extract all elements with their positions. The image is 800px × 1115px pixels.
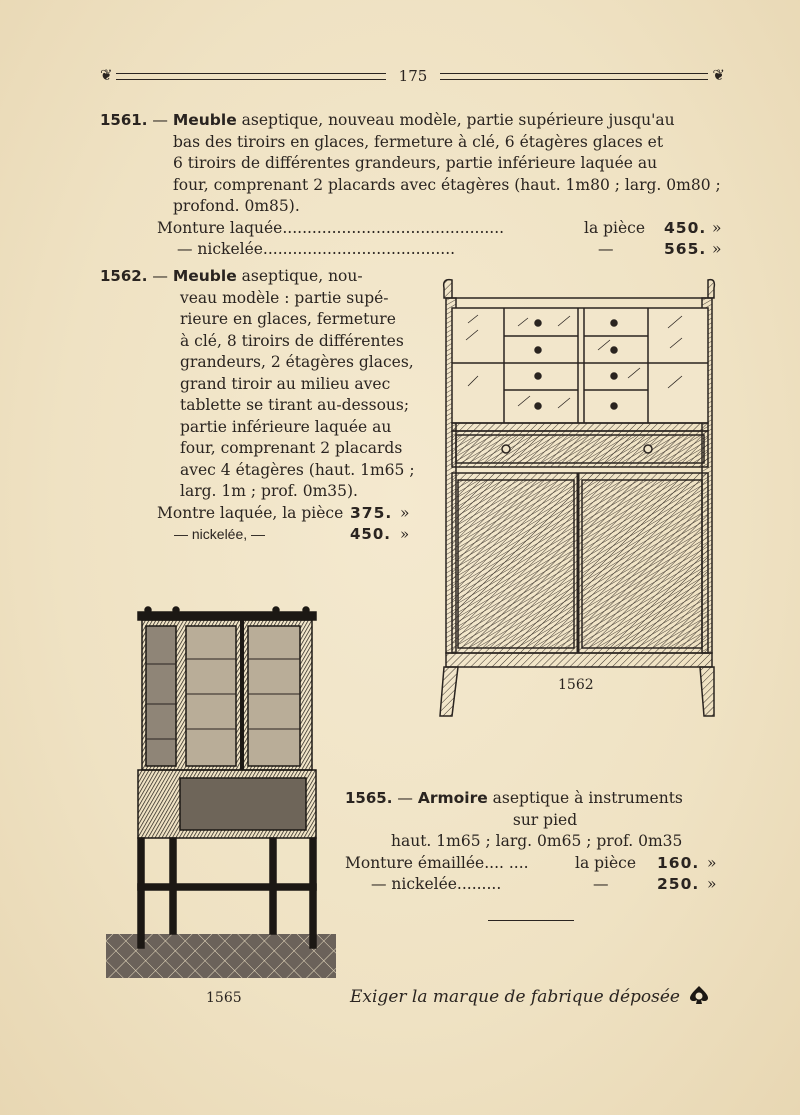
entry-dash: — bbox=[152, 111, 168, 129]
price-suffix: » bbox=[707, 875, 717, 893]
entry-1561 bbox=[100, 110, 725, 261]
entry-text: aseptique, nou- bbox=[236, 267, 363, 285]
price-suffix: » bbox=[400, 525, 410, 543]
entry-keyword: Meuble bbox=[172, 267, 237, 285]
cabinet-1565-illustration bbox=[106, 604, 336, 982]
price-label: Monture laquée bbox=[157, 218, 283, 237]
price-value: 450. bbox=[664, 218, 707, 237]
entry-dash: — bbox=[152, 267, 168, 285]
price-label: — nickelée, — bbox=[174, 526, 266, 542]
entry-text: grand tiroir au milieu avec bbox=[180, 374, 391, 393]
leader-dots: ............................................. bbox=[282, 218, 505, 237]
header-rule-right bbox=[440, 73, 708, 80]
caption-1562: 1562 bbox=[558, 677, 594, 693]
price-value: 250. bbox=[657, 875, 700, 893]
price-suffix: » bbox=[712, 240, 722, 258]
price-label: — nickelée......... bbox=[371, 875, 502, 893]
entry-text: grandeurs, 2 étagères glaces, bbox=[180, 353, 414, 371]
entry-number: 1562. bbox=[100, 267, 148, 285]
price-label: Monture émaillée.... .... bbox=[345, 853, 529, 872]
page-number: 175 bbox=[398, 67, 428, 85]
entry-text: à clé, 8 tiroirs de différentes bbox=[180, 331, 404, 350]
entry-text: profond. 0m85). bbox=[173, 197, 300, 215]
entry-keyword: Meuble bbox=[172, 111, 237, 129]
caption-1565: 1565 bbox=[206, 990, 242, 1006]
entry-text: aseptique, nouveau modèle, partie supérieure jusqu'au bbox=[236, 111, 675, 129]
price-suffix: » bbox=[400, 503, 410, 522]
price-unit: — bbox=[593, 875, 609, 893]
price-row bbox=[100, 239, 725, 261]
price-label: Montre laquée, la pièce bbox=[157, 503, 344, 522]
entry-text: tablette se tirant au-dessous; bbox=[180, 396, 410, 414]
price-unit: la pièce bbox=[575, 853, 637, 872]
entry-text: avec 4 étagères (haut. 1m65 ; bbox=[180, 460, 415, 479]
entry-text: aseptique à instruments bbox=[487, 789, 683, 807]
entry-text: bas des tiroirs en glaces, fermeture à clé, 6 étagères glaces et bbox=[173, 132, 664, 151]
header-rule-left bbox=[116, 73, 386, 80]
footer-note bbox=[350, 985, 709, 1007]
price-value: 565. bbox=[664, 240, 707, 258]
cabinet-1562-illustration bbox=[438, 268, 718, 718]
entry-text: haut. 1m65 ; larg. 0m65 ; prof. 0m35 bbox=[391, 832, 683, 850]
page-header bbox=[100, 66, 725, 90]
entry-number: 1565. bbox=[345, 789, 393, 807]
footer-text: Exiger la marque de fabrique déposée bbox=[350, 987, 680, 1007]
entry-number: 1561. bbox=[100, 111, 148, 129]
entry-text: 6 tiroirs de différentes grandeurs, partie inférieure laquée au bbox=[173, 154, 658, 172]
price-row bbox=[345, 853, 725, 875]
ornament-left-icon: ❦ bbox=[100, 66, 113, 84]
entry-text: sur pied bbox=[512, 810, 578, 829]
entry-text: larg. 1m ; prof. 0m35). bbox=[180, 482, 358, 500]
entry-text: four, comprenant 2 placards bbox=[180, 439, 403, 457]
entry-text: four, comprenant 2 placards avec étagères (haut. 1m80 ; larg. 0m80 ; bbox=[173, 175, 721, 194]
price-unit: la pièce bbox=[584, 218, 646, 237]
section-divider bbox=[488, 920, 574, 921]
price-value: 160. bbox=[657, 853, 700, 872]
entry-1562 bbox=[100, 266, 430, 546]
entry-1565 bbox=[345, 788, 725, 896]
price-row bbox=[100, 218, 725, 240]
ornament-right-icon: ❦ bbox=[712, 66, 725, 84]
leader-dots: ....................................... bbox=[262, 240, 456, 258]
price-unit: — bbox=[598, 240, 614, 258]
price-suffix: » bbox=[712, 218, 722, 237]
price-row bbox=[100, 503, 430, 525]
entry-text: veau modèle : partie supé- bbox=[180, 288, 389, 307]
price-value: 375. bbox=[350, 503, 393, 522]
entry-text: partie inférieure laquée au bbox=[180, 417, 392, 436]
entry-text: rieure en glaces, fermeture bbox=[180, 310, 396, 328]
price-row bbox=[345, 874, 725, 896]
price-row bbox=[100, 524, 430, 546]
price-value: 450. bbox=[350, 525, 392, 543]
entry-keyword: Armoire bbox=[417, 789, 488, 807]
price-suffix: » bbox=[707, 853, 717, 872]
entry-dash: — bbox=[397, 789, 413, 807]
trademark-spade-icon bbox=[689, 985, 709, 1005]
price-label: — nickelée bbox=[177, 240, 263, 258]
